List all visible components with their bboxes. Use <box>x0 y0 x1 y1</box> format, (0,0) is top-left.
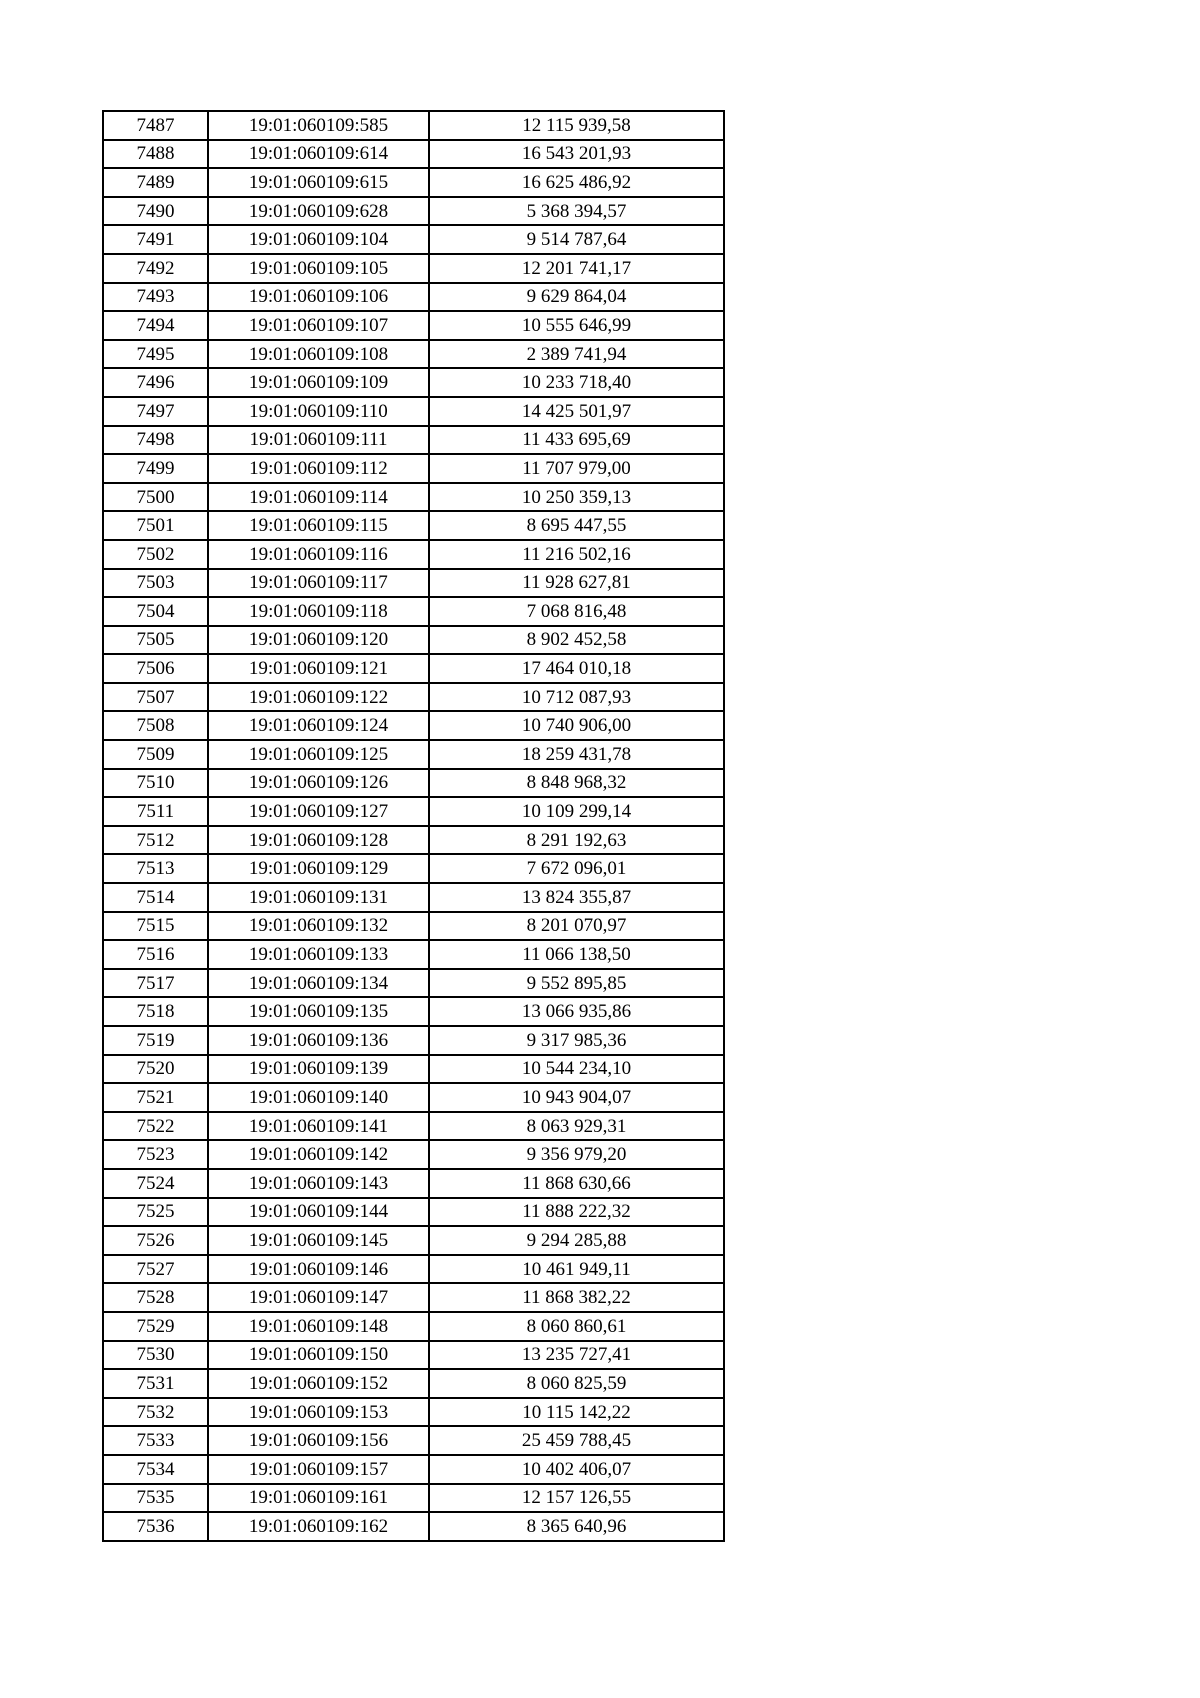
cadastral-number-cell: 19:01:060109:120 <box>208 626 429 655</box>
row-number-cell: 7508 <box>103 711 208 740</box>
cadastral-number-cell: 19:01:060109:125 <box>208 740 429 769</box>
table-row <box>103 969 724 998</box>
table-row <box>103 1484 724 1513</box>
table-row <box>103 1112 724 1141</box>
row-number-cell: 7515 <box>103 912 208 941</box>
table-row <box>103 254 724 283</box>
table-row <box>103 997 724 1026</box>
row-number-cell: 7493 <box>103 283 208 312</box>
cadastral-number-cell: 19:01:060109:114 <box>208 483 429 512</box>
cadastral-value-cell: 25 459 788,45 <box>429 1426 724 1455</box>
table-row <box>103 1283 724 1312</box>
table-row <box>103 626 724 655</box>
table-row <box>103 483 724 512</box>
row-number-cell: 7513 <box>103 854 208 883</box>
cadastral-value-cell: 10 233 718,40 <box>429 368 724 397</box>
cadastral-number-cell: 19:01:060109:140 <box>208 1083 429 1112</box>
cadastral-number-cell: 19:01:060109:116 <box>208 540 429 569</box>
cadastral-value-cell: 13 235 727,41 <box>429 1341 724 1370</box>
cadastral-value-cell: 11 868 630,66 <box>429 1169 724 1198</box>
cadastral-value-cell: 10 943 904,07 <box>429 1083 724 1112</box>
cadastral-number-cell: 19:01:060109:133 <box>208 940 429 969</box>
cadastral-number-cell: 19:01:060109:122 <box>208 683 429 712</box>
cadastral-value-cell: 10 250 359,13 <box>429 483 724 512</box>
table-row <box>103 1398 724 1427</box>
table-row <box>103 454 724 483</box>
cadastral-number-cell: 19:01:060109:115 <box>208 511 429 540</box>
cadastral-number-cell: 19:01:060109:128 <box>208 826 429 855</box>
cadastral-value-cell: 9 317 985,36 <box>429 1026 724 1055</box>
cadastral-number-cell: 19:01:060109:139 <box>208 1055 429 1084</box>
table-row <box>103 340 724 369</box>
row-number-cell: 7506 <box>103 654 208 683</box>
cadastral-value-cell: 10 402 406,07 <box>429 1455 724 1484</box>
cadastral-number-cell: 19:01:060109:108 <box>208 340 429 369</box>
cadastral-number-cell: 19:01:060109:112 <box>208 454 429 483</box>
cadastral-value-cell: 7 068 816,48 <box>429 597 724 626</box>
cadastral-number-cell: 19:01:060109:109 <box>208 368 429 397</box>
row-number-cell: 7502 <box>103 540 208 569</box>
row-number-cell: 7491 <box>103 225 208 254</box>
table-row <box>103 654 724 683</box>
table-body <box>103 111 724 1541</box>
row-number-cell: 7509 <box>103 740 208 769</box>
row-number-cell: 7494 <box>103 311 208 340</box>
row-number-cell: 7532 <box>103 1398 208 1427</box>
cadastral-number-cell: 19:01:060109:110 <box>208 397 429 426</box>
cadastral-value-cell: 8 201 070,97 <box>429 912 724 941</box>
row-number-cell: 7500 <box>103 483 208 512</box>
row-number-cell: 7521 <box>103 1083 208 1112</box>
table-row <box>103 1426 724 1455</box>
cadastral-number-cell: 19:01:060109:162 <box>208 1512 429 1541</box>
table-row <box>103 540 724 569</box>
cadastral-value-table <box>102 110 725 1542</box>
table-row <box>103 511 724 540</box>
table-row <box>103 397 724 426</box>
row-number-cell: 7531 <box>103 1369 208 1398</box>
row-number-cell: 7490 <box>103 197 208 226</box>
cadastral-value-cell: 10 115 142,22 <box>429 1398 724 1427</box>
row-number-cell: 7519 <box>103 1026 208 1055</box>
table-row <box>103 1083 724 1112</box>
cadastral-number-cell: 19:01:060109:156 <box>208 1426 429 1455</box>
table-row <box>103 1455 724 1484</box>
table-row <box>103 940 724 969</box>
cadastral-number-cell: 19:01:060109:107 <box>208 311 429 340</box>
cadastral-number-cell: 19:01:060109:585 <box>208 111 429 140</box>
row-number-cell: 7503 <box>103 569 208 598</box>
cadastral-value-cell: 11 216 502,16 <box>429 540 724 569</box>
row-number-cell: 7495 <box>103 340 208 369</box>
table-row <box>103 1312 724 1341</box>
table-row <box>103 883 724 912</box>
cadastral-number-cell: 19:01:060109:152 <box>208 1369 429 1398</box>
cadastral-value-cell: 9 552 895,85 <box>429 969 724 998</box>
cadastral-number-cell: 19:01:060109:148 <box>208 1312 429 1341</box>
table-row <box>103 1369 724 1398</box>
cadastral-number-cell: 19:01:060109:117 <box>208 569 429 598</box>
cadastral-value-cell: 11 888 222,32 <box>429 1198 724 1227</box>
row-number-cell: 7510 <box>103 769 208 798</box>
cadastral-value-cell: 11 066 138,50 <box>429 940 724 969</box>
table-row <box>103 1226 724 1255</box>
cadastral-value-cell: 10 740 906,00 <box>429 711 724 740</box>
cadastral-value-cell: 12 201 741,17 <box>429 254 724 283</box>
cadastral-number-cell: 19:01:060109:106 <box>208 283 429 312</box>
cadastral-number-cell: 19:01:060109:143 <box>208 1169 429 1198</box>
cadastral-value-cell: 2 389 741,94 <box>429 340 724 369</box>
table-row <box>103 711 724 740</box>
row-number-cell: 7534 <box>103 1455 208 1484</box>
cadastral-number-cell: 19:01:060109:118 <box>208 597 429 626</box>
cadastral-value-cell: 10 544 234,10 <box>429 1055 724 1084</box>
cadastral-number-cell: 19:01:060109:142 <box>208 1140 429 1169</box>
cadastral-value-cell: 9 356 979,20 <box>429 1140 724 1169</box>
row-number-cell: 7514 <box>103 883 208 912</box>
row-number-cell: 7499 <box>103 454 208 483</box>
row-number-cell: 7523 <box>103 1140 208 1169</box>
table-row <box>103 197 724 226</box>
cadastral-number-cell: 19:01:060109:153 <box>208 1398 429 1427</box>
table-row <box>103 1198 724 1227</box>
cadastral-value-cell: 8 902 452,58 <box>429 626 724 655</box>
row-number-cell: 7527 <box>103 1255 208 1284</box>
row-number-cell: 7488 <box>103 140 208 169</box>
cadastral-value-cell: 8 848 968,32 <box>429 769 724 798</box>
row-number-cell: 7520 <box>103 1055 208 1084</box>
cadastral-value-cell: 9 294 285,88 <box>429 1226 724 1255</box>
table-row <box>103 769 724 798</box>
row-number-cell: 7535 <box>103 1484 208 1513</box>
table-row <box>103 168 724 197</box>
table-row <box>103 826 724 855</box>
cadastral-number-cell: 19:01:060109:131 <box>208 883 429 912</box>
cadastral-value-cell: 7 672 096,01 <box>429 854 724 883</box>
cadastral-value-cell: 16 543 201,93 <box>429 140 724 169</box>
table-row <box>103 1055 724 1084</box>
table-row <box>103 283 724 312</box>
table-row <box>103 1169 724 1198</box>
cadastral-value-cell: 14 425 501,97 <box>429 397 724 426</box>
row-number-cell: 7487 <box>103 111 208 140</box>
table-row <box>103 1512 724 1541</box>
table-row <box>103 740 724 769</box>
table-row <box>103 683 724 712</box>
table-row <box>103 797 724 826</box>
cadastral-number-cell: 19:01:060109:147 <box>208 1283 429 1312</box>
table-row <box>103 1341 724 1370</box>
cadastral-value-cell: 16 625 486,92 <box>429 168 724 197</box>
cadastral-number-cell: 19:01:060109:134 <box>208 969 429 998</box>
row-number-cell: 7529 <box>103 1312 208 1341</box>
row-number-cell: 7497 <box>103 397 208 426</box>
table-row <box>103 1026 724 1055</box>
cadastral-value-cell: 8 063 929,31 <box>429 1112 724 1141</box>
table-row <box>103 111 724 140</box>
row-number-cell: 7505 <box>103 626 208 655</box>
row-number-cell: 7501 <box>103 511 208 540</box>
cadastral-value-cell: 8 291 192,63 <box>429 826 724 855</box>
table-row <box>103 426 724 455</box>
cadastral-value-cell: 13 066 935,86 <box>429 997 724 1026</box>
cadastral-value-cell: 17 464 010,18 <box>429 654 724 683</box>
cadastral-value-cell: 10 555 646,99 <box>429 311 724 340</box>
table-row <box>103 311 724 340</box>
cadastral-value-cell: 8 060 825,59 <box>429 1369 724 1398</box>
cadastral-number-cell: 19:01:060109:132 <box>208 912 429 941</box>
row-number-cell: 7518 <box>103 997 208 1026</box>
row-number-cell: 7522 <box>103 1112 208 1141</box>
row-number-cell: 7524 <box>103 1169 208 1198</box>
row-number-cell: 7504 <box>103 597 208 626</box>
cadastral-number-cell: 19:01:060109:111 <box>208 426 429 455</box>
row-number-cell: 7498 <box>103 426 208 455</box>
cadastral-number-cell: 19:01:060109:161 <box>208 1484 429 1513</box>
cadastral-value-cell: 10 712 087,93 <box>429 683 724 712</box>
cadastral-number-cell: 19:01:060109:129 <box>208 854 429 883</box>
table-row <box>103 225 724 254</box>
row-number-cell: 7511 <box>103 797 208 826</box>
row-number-cell: 7516 <box>103 940 208 969</box>
cadastral-value-cell: 13 824 355,87 <box>429 883 724 912</box>
cadastral-number-cell: 19:01:060109:144 <box>208 1198 429 1227</box>
cadastral-number-cell: 19:01:060109:135 <box>208 997 429 1026</box>
cadastral-number-cell: 19:01:060109:157 <box>208 1455 429 1484</box>
row-number-cell: 7512 <box>103 826 208 855</box>
table-row <box>103 140 724 169</box>
cadastral-value-cell: 11 868 382,22 <box>429 1283 724 1312</box>
cadastral-number-cell: 19:01:060109:136 <box>208 1026 429 1055</box>
cadastral-number-cell: 19:01:060109:145 <box>208 1226 429 1255</box>
table-row <box>103 912 724 941</box>
table-row <box>103 1255 724 1284</box>
cadastral-number-cell: 19:01:060109:105 <box>208 254 429 283</box>
table-row <box>103 597 724 626</box>
row-number-cell: 7526 <box>103 1226 208 1255</box>
row-number-cell: 7536 <box>103 1512 208 1541</box>
cadastral-value-cell: 8 695 447,55 <box>429 511 724 540</box>
cadastral-value-cell: 12 115 939,58 <box>429 111 724 140</box>
cadastral-number-cell: 19:01:060109:127 <box>208 797 429 826</box>
row-number-cell: 7528 <box>103 1283 208 1312</box>
cadastral-value-cell: 8 365 640,96 <box>429 1512 724 1541</box>
cadastral-value-cell: 11 928 627,81 <box>429 569 724 598</box>
cadastral-number-cell: 19:01:060109:104 <box>208 225 429 254</box>
cadastral-value-cell: 12 157 126,55 <box>429 1484 724 1513</box>
table-row <box>103 368 724 397</box>
cadastral-number-cell: 19:01:060109:126 <box>208 769 429 798</box>
table-row <box>103 854 724 883</box>
cadastral-number-cell: 19:01:060109:628 <box>208 197 429 226</box>
table-row <box>103 569 724 598</box>
cadastral-number-cell: 19:01:060109:146 <box>208 1255 429 1284</box>
cadastral-number-cell: 19:01:060109:615 <box>208 168 429 197</box>
cadastral-value-cell: 10 109 299,14 <box>429 797 724 826</box>
row-number-cell: 7492 <box>103 254 208 283</box>
row-number-cell: 7517 <box>103 969 208 998</box>
row-number-cell: 7530 <box>103 1341 208 1370</box>
row-number-cell: 7489 <box>103 168 208 197</box>
cadastral-value-cell: 11 707 979,00 <box>429 454 724 483</box>
row-number-cell: 7507 <box>103 683 208 712</box>
cadastral-number-cell: 19:01:060109:121 <box>208 654 429 683</box>
cadastral-value-cell: 8 060 860,61 <box>429 1312 724 1341</box>
cadastral-number-cell: 19:01:060109:124 <box>208 711 429 740</box>
cadastral-value-cell: 18 259 431,78 <box>429 740 724 769</box>
cadastral-value-cell: 5 368 394,57 <box>429 197 724 226</box>
cadastral-number-cell: 19:01:060109:141 <box>208 1112 429 1141</box>
cadastral-number-cell: 19:01:060109:150 <box>208 1341 429 1370</box>
cadastral-value-cell: 11 433 695,69 <box>429 426 724 455</box>
row-number-cell: 7525 <box>103 1198 208 1227</box>
table-row <box>103 1140 724 1169</box>
cadastral-value-cell: 9 629 864,04 <box>429 283 724 312</box>
cadastral-number-cell: 19:01:060109:614 <box>208 140 429 169</box>
cadastral-value-cell: 10 461 949,11 <box>429 1255 724 1284</box>
cadastral-value-cell: 9 514 787,64 <box>429 225 724 254</box>
row-number-cell: 7496 <box>103 368 208 397</box>
row-number-cell: 7533 <box>103 1426 208 1455</box>
